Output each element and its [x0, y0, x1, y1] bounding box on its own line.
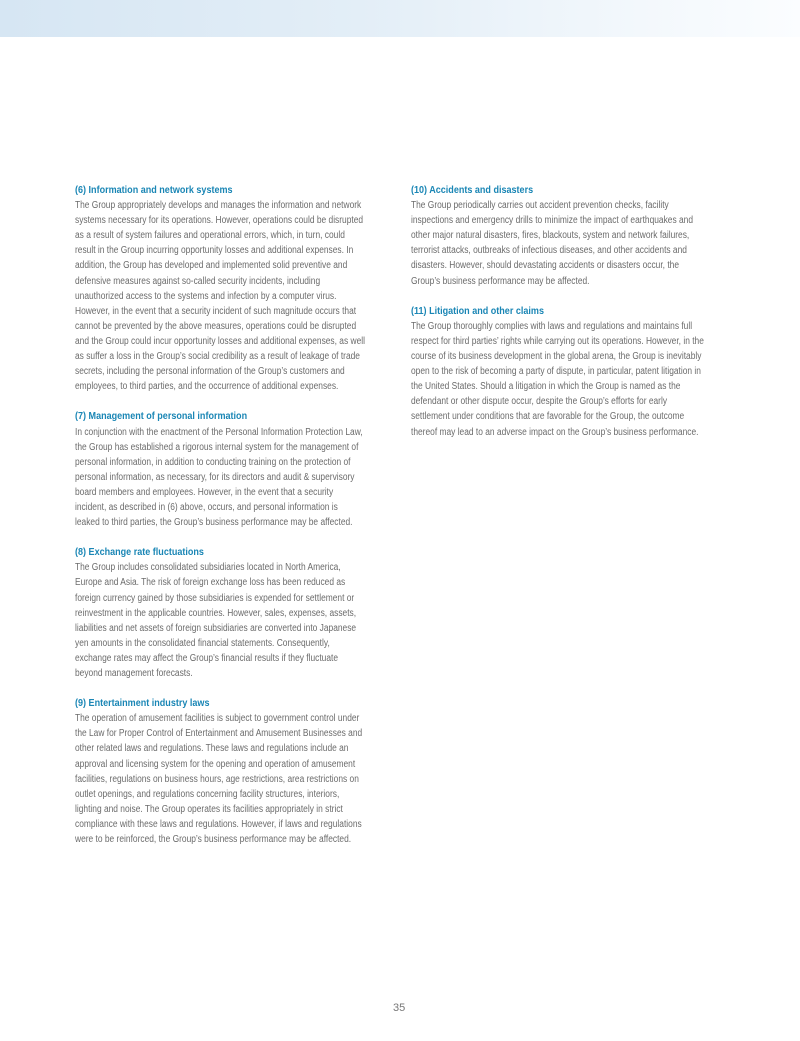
body-text-line: approval and licensing system for the opening and operation of amusement — [75, 758, 356, 770]
body-text-line: inspections and emergency drills to minimize the impact of earthquakes and — [411, 215, 694, 227]
body-text-line: thereof may lead to an adverse impact on the Group’s business performance. — [411, 426, 699, 438]
body-text-line: leaked to third parties, the Group’s business performance may be affected. — [75, 517, 353, 529]
body-text-line: cannot be prevented by the above measures, operations could be disrupted — [75, 320, 357, 332]
body-text-line: other related laws and regulations. These laws and regulations include an — [75, 743, 349, 755]
body-text-line: compliance with these laws and regulations. However, if laws and regulations — [75, 818, 362, 830]
body-text-line: and the Group could incur opportunity losses and additional expenses, as well — [75, 335, 365, 347]
body-text-line: incident, as described in (6) above, occurs, and personal information is — [75, 501, 338, 513]
section-heading: (7) Management of personal information — [75, 410, 248, 423]
section-heading: (10) Accidents and disasters — [411, 184, 534, 196]
body-text-line: beyond management forecasts. — [75, 668, 193, 679]
body-text-line: In conjunction with the enactment of the Personal Information Protection Law, — [75, 426, 363, 438]
risk-section — [75, 696, 405, 847]
body-text-line: personal information, in addition to conducting training on the protection of — [75, 456, 351, 468]
body-text-line: defendant or other dispute occur, despite the Group’s efforts for early — [411, 396, 668, 408]
body-text-line: liabilities and net assets of foreign subsidiaries are converted into Japanese — [75, 622, 357, 634]
section-heading: (8) Exchange rate fluctuations — [75, 546, 204, 559]
body-text-line: The Group periodically carries out accident prevention checks, facility — [411, 200, 669, 212]
right-column — [411, 183, 741, 455]
body-text-line: Group’s business performance may be affected. — [411, 275, 590, 287]
body-text-line: addition, the Group has developed and implemented solid preventive and — [75, 260, 348, 272]
body-text-line: yen amounts in the consolidated financial statements. Consequently, — [75, 637, 330, 649]
body-text-line: The operation of amusement facilities is subject to government control under — [75, 713, 360, 725]
body-text-line: systems necessary for its operations. However, operations could be disrupted — [75, 215, 364, 227]
body-text-line: respect for third parties’ rights while carrying out its operations. However, in the — [411, 335, 704, 347]
body-text-line: defensive measures against so-called security incidents, including — [75, 275, 321, 287]
body-text-line: settlement under conditions that are favorable for the Group, the outcome — [411, 411, 685, 423]
body-text-line: lighting and noise. The Group operates its facilities appropriately in strict — [75, 803, 343, 815]
body-text-line: terrorist attacks, outbreaks of infectious diseases, and other accidents and — [411, 245, 687, 257]
body-text-line: reinvestment in the applicable countries. However, sales, expenses, assets, — [75, 607, 357, 619]
body-text-line: the United States. Should a litigation in which the Group is named as the — [411, 381, 681, 393]
body-text-line: open to the risk of becoming a party of dispute, in particular, patent litigation in — [411, 366, 701, 378]
body-text-line: outlet openings, and regulations concerning facility structures, interiors, — [75, 788, 340, 800]
body-text-line: Europe and Asia. The risk of foreign exchange loss has been reduced as — [75, 577, 346, 589]
risk-section — [75, 545, 405, 681]
body-text-line: The Group thoroughly complies with laws and regulations and maintains full — [411, 320, 693, 332]
section-heading: (11) Litigation and other claims — [411, 304, 544, 317]
risk-section — [411, 304, 741, 440]
body-text-line: as a result of system failures and operational errors, which, in turn, could — [75, 230, 345, 242]
body-text-line: disasters. However, should devastating accidents or disasters occur, the — [411, 260, 680, 272]
body-text-line: board members and employees. However, in the event that a security — [75, 486, 334, 498]
section-heading: (6) Information and network systems — [75, 184, 233, 196]
body-text-line: result in the Group incurring opportunity losses and additional expenses. In — [75, 245, 354, 257]
risk-section — [75, 409, 405, 530]
body-text-line: However, in the event that a security incident of such magnitude occurs that — [75, 305, 357, 317]
page-number: 35 — [393, 1002, 406, 1014]
body-text-line: other major natural disasters, fires, blackouts, system and network failures, — [411, 230, 690, 242]
body-text-line: were to be reinforced, the Group’s business performance may be affected. — [75, 834, 352, 846]
body-text-line: the Law for Proper Control of Entertainment and Amusement Businesses and — [75, 728, 363, 740]
risk-section — [411, 183, 741, 289]
left-column — [75, 183, 405, 862]
risk-section — [75, 183, 405, 394]
body-text-line: facilities, regulations on business hours, age restrictions, area restrictions on — [75, 773, 359, 785]
body-text-line: secrets, including the personal information of the Group’s customers and — [75, 366, 345, 378]
body-text-line: employees, to third parties, and the occurrence of additional expenses. — [75, 381, 339, 393]
body-text-line: The Group appropriately develops and manages the information and network — [75, 200, 362, 212]
body-text-line: The Group includes consolidated subsidiaries located in North America, — [75, 562, 341, 574]
header-band — [0, 0, 800, 37]
body-text-line: the Group has established a rigorous internal system for the management of — [75, 441, 359, 453]
body-text-line: course of its business development in the global arena, the Group is inevitably — [411, 351, 702, 363]
body-text-line: foreign currency gained by those subsidiaries is expended for settlement or — [75, 592, 355, 604]
body-text-line: as suffer a loss in the Group’s social credibility as a result of leakage of trade — [75, 351, 360, 363]
body-text-line: unauthorized access to the systems and infection by a computer virus. — [75, 290, 337, 302]
body-text-line: exchange rates may affect the Group’s financial results if they fluctuate — [75, 652, 339, 664]
section-heading: (9) Entertainment industry laws — [75, 697, 210, 710]
body-text-line: personal information, as necessary, for its directors and audit & supervisory — [75, 471, 355, 483]
